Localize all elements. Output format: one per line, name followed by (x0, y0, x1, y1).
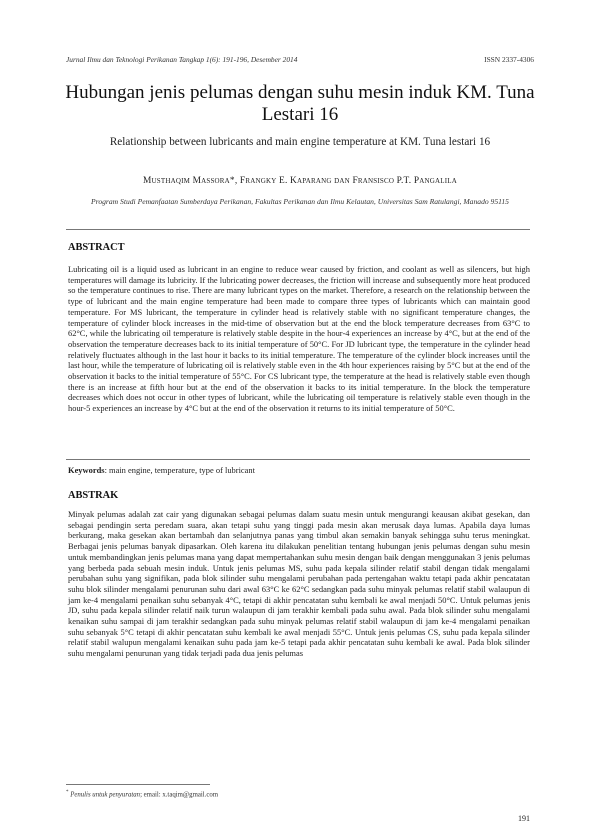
paper-title: Hubungan jenis pelumas dengan suhu mesin induk KM. Tuna Lestari 16 (65, 82, 535, 125)
author-list: Musthaqim Massora*, Frangky E. Kaparang dan Fransisco P.T. Pangalila (142, 176, 458, 186)
abstract-body: Lubricating oil is a liquid used as lubricant in an engine to reduce wear caused by friction, and coolant as well as silencers, but high temperatures will damage its lubricity. If the lubricating power decreases, the friction will increase and subsequently more heat produced so the temperature continues to rise. There are many lubricant types on the market. Therefore, a research on the relationship between the type of lubricant and the main engine temperature had been made to compare three types of lubricants which can maintain good temperature. For MS lubricant, the temperature in cylinder head is relatively stable with no significant temperature changes, the temperature of cylinder block increases in the mid-time of observation but at the end the block temperature decreases from 63°C to 62°C, while the lubricating oil temperature is relatively stable despite in the hour-4 experiences an increase by 4°C, but at the end of the observation the temperature decreases back to its initial temperature of 50°C. For JD lubricant type, the temperature in the cylinder head relatively fluctuates although in the last hour it backs to its initial temperature. The temperature of the cylinder block increases until the last hour, while the temperature of lubricating oil is relatively stable even in the 4th hour experiences raising by 5°C but at the end of the observation it backs to the initial temperature of 55°C. For CS lubricant type, the temperature at the head is relatively stable even though there is an increase at fifth hour but at the end of the observation it backs to its initial temperature. In the block the temperature decreases which does not occur in other types of lubricant, while the lubricating oil temperature is relatively stable even though in the hour-5 experiences an increase by 4°C but at the end of the observation it returns to its initial temperature of 50°C. (68, 264, 530, 414)
keywords-label: Keywords (68, 465, 105, 475)
footnote (66, 790, 218, 798)
divider-top (66, 229, 530, 230)
footnote-marker: * (66, 790, 69, 795)
running-header (66, 55, 534, 64)
abstrak-heading: ABSTRAK (68, 490, 119, 501)
paper-subtitle: Relationship between lubricants and main engine temperature at KM. Tuna lestari 16 (109, 136, 491, 148)
issn: ISSN 2337-4306 (484, 55, 534, 64)
divider-keywords (66, 459, 530, 460)
journal-citation: Jurnal Ilmu dan Teknologi Perikanan Tangkap 1(6): 191-196, Desember 2014 (66, 55, 298, 64)
footnote-label: Penulis untuk penyuratan (70, 791, 141, 799)
abstract-heading: ABSTRACT (68, 242, 125, 253)
keywords-line (68, 465, 530, 475)
keywords-text: : main engine, temperature, type of lubricant (104, 465, 255, 475)
page-number: 191 (518, 814, 530, 823)
footnote-email: ; email: x.taqim@gmail.com (140, 791, 219, 799)
abstrak-body: Minyak pelumas adalah zat cair yang digunakan sebagai pelumas dalam suatu mesin untuk mengurangi keausan akibat gesekan, dan sebagai pendingin serta peredam suara, akan tetapi suhu yang tinggi pada mesin akan merusak daya lumas. Apabila daya lumas berkurang, maka gesekan akan bertambah dan selanjutnya panas yang timbul akan semakin banyak sehingga suhu terus meningkat. Berbagai jenis pelumas banyak dipasarkan. Oleh karena itu dilakukan penelitian tentang hubungan jenis pelumas dengan suhu mesin untuk membandingkan jenis pelumas mana yang dapat mempertahankan suhu mesin dengan baik dengan menggunakan 3 jenis pelumas yang berbeda pada sebuah mesin induk. Untuk jenis pelumas MS, suhu pada kepala silinder relatif stabil dengan tidak mengalami perubahan suhu yang signifikan, pada blok silinder suhu mengalami perubahan pada pertengahan waktu tetapi pada akhir pencatatan suhu blok silinder mengalami penurunan suhu dari awal 63°C ke 62°C sedangkan pada suhu minyak pelumas relatif stabil walaupun di jam ke-4 mengalami penaikan suhu sebanyak 4°C, tetapi di akhir pencatatan suhu kembali ke awal menjadi 50°C. Untuk pelumas jenis JD, suhu pada kepala silinder relatif naik turun walaupun di jam terakhir kembali pada suhu awal. Pada blok silinder suhu mengalami kenaikan suhu sampai di jam terakhir sedangkan pada suhu minyak pelumas relatif stabil walaupun di jam ke-4 mengalami penaikan suhu sebanyak 5°C tetapi di akhir pencatatan suhu kembali ke awal menjadi 55°C. Untuk jenis pelumas CS, suhu pada kepala silinder relatif stabil walupun mengalami kenaikan suhu pada jam ke-5 tetapi pada akhir pencatatan suhu kembali ke awal. Pada blok silinder suhu mengalami penurunan yang tidak terjadi pada dua jenis pelumas (68, 509, 530, 659)
footnote-divider (66, 784, 210, 785)
affiliation: Program Studi Pemanfaatan Sumberdaya Perikanan, Fakultas Perikanan dan Ilmu Kelautan, Universitas Sam Ratulangi, Manado 95115 (91, 197, 509, 206)
